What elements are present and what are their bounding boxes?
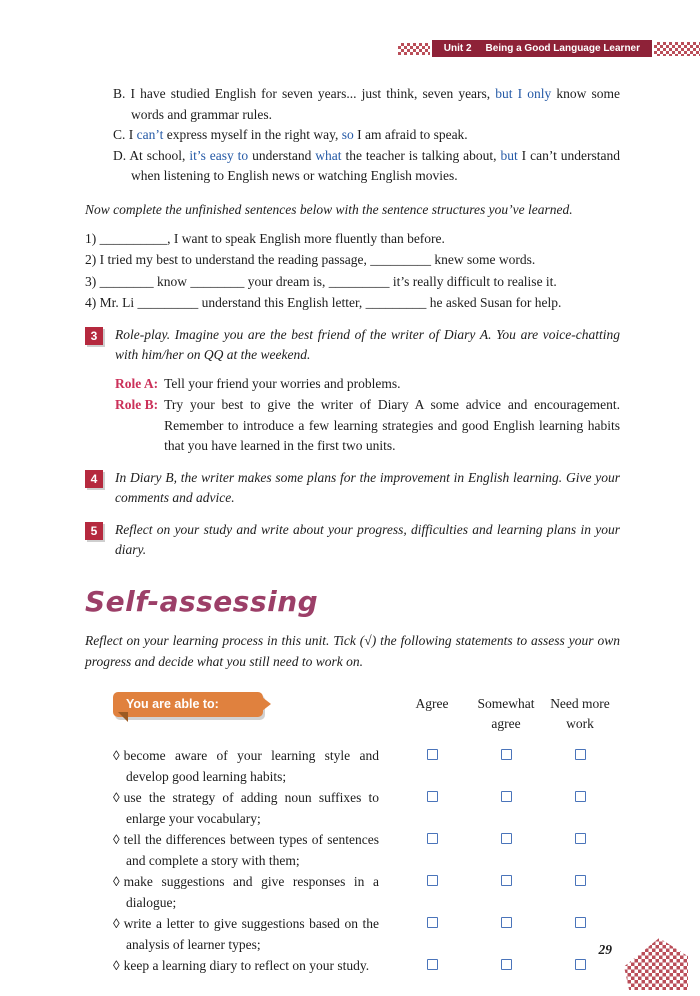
sentence-4: 4) Mr. Li _________ understand this English letter, _________ he asked Susan for help. <box>85 295 562 310</box>
answer-option-d <box>85 146 620 187</box>
section-title-self-assessing: Self-assessing <box>85 584 319 618</box>
text-segment: it’s easy to <box>189 147 249 163</box>
text-segment: what <box>315 147 342 163</box>
text-segment: know some words and grammar rules. <box>131 86 621 122</box>
role-b-line <box>115 395 620 457</box>
task-number-badge: 3 <box>85 327 103 345</box>
assessment-header-row <box>85 692 620 734</box>
self-assessing-intro: Reflect on your learning process in this unit. Tick (√) the following statements to assess your own progress and decide what you still need to work on. <box>85 632 620 669</box>
task-number-badge: 5 <box>85 522 103 540</box>
diamond-bullet: ◊ <box>113 957 120 973</box>
checkbox-agree[interactable] <box>427 875 438 886</box>
assessment-row <box>85 913 620 955</box>
role-play-roles <box>85 374 620 457</box>
assessment-item-label: write a letter to give suggestions based on the analysis of learner types; <box>123 915 379 952</box>
checkbox-agree[interactable] <box>427 833 438 844</box>
diamond-bullet: ◊ <box>113 831 120 847</box>
checkbox-agree[interactable] <box>427 749 438 760</box>
dot-pattern-left <box>398 43 430 55</box>
diamond-bullet: ◊ <box>113 789 120 805</box>
checkbox-somewhat-agree[interactable] <box>501 917 512 928</box>
role-a-line <box>115 374 620 395</box>
ribbon-label: You are able to: <box>126 697 219 711</box>
role-b-label: Role B: <box>115 397 159 412</box>
text-segment: I can’t understand when listening to English news or watching English movies. <box>131 147 621 183</box>
text-segment: can’t <box>136 127 164 142</box>
complete-sentences-prompt: Now complete the unfinished sentences below with the sentence structures you’ve learned. <box>85 201 573 217</box>
checkbox-need-more-work[interactable] <box>575 791 586 802</box>
role-b-text: Try your best to give the writer of Diary A some advice and encouragement. Remember to introduce a few learning strategies and good English learning habits that you have learned in the first two units. <box>164 397 620 453</box>
text-segment: but <box>500 147 518 163</box>
text-segment: the teacher is talking about, <box>341 147 501 163</box>
text-segment: understand <box>248 147 316 163</box>
assessment-item-label: keep a learning diary to reflect on your study. <box>123 957 370 973</box>
task-number-badge: 4 <box>85 470 103 488</box>
role-a-text: Tell your friend your worries and problems. <box>164 375 401 391</box>
assessment-item-label: tell the differences between types of sentences and complete a story with them; <box>123 831 379 868</box>
diamond-bullet: ◊ <box>113 915 120 931</box>
you-are-able-to-ribbon <box>113 692 263 717</box>
column-header-somewhat-agree: Somewhat agree <box>477 695 535 731</box>
unit-title: Being a Good Language Learner <box>485 43 640 54</box>
checkbox-need-more-work[interactable] <box>575 959 586 970</box>
diamond-bullet: ◊ <box>113 873 120 889</box>
assessment-table <box>85 692 620 976</box>
checkbox-need-more-work[interactable] <box>575 749 586 760</box>
text-segment: B. I have studied English for seven years... just think, seven years, <box>113 86 496 101</box>
task-3 <box>85 325 620 366</box>
checkbox-agree[interactable] <box>427 959 438 970</box>
diamond-bullet: ◊ <box>113 747 120 763</box>
assessment-item-label: become aware of your learning style and develop good learning habits; <box>123 747 379 784</box>
checkbox-somewhat-agree[interactable] <box>501 959 512 970</box>
answer-option-b <box>85 84 620 125</box>
sentence-3: 3) ________ know ________ your dream is, _________ it’s really difficult to realise it. <box>85 273 557 289</box>
page-number: 29 <box>598 942 612 957</box>
unit-banner <box>432 40 652 57</box>
assessment-row <box>85 787 620 829</box>
role-a-label: Role A: <box>115 375 159 391</box>
checkbox-somewhat-agree[interactable] <box>501 791 512 802</box>
text-segment: so <box>341 127 354 142</box>
task-4-instructions: In Diary B, the writer makes some plans for the improvement in English learning. Give your comments and advice. <box>115 469 620 505</box>
task-5 <box>85 520 620 561</box>
unit-label: Unit 2 <box>443 43 472 54</box>
task-5-instructions: Reflect on your study and write about your progress, difficulties and learning plans in your diary. <box>115 521 620 557</box>
unfinished-sentences <box>85 229 620 314</box>
task-3-instructions: Role-play. Imagine you are the best friend of the writer of Diary A. You are voice-chatting with him/her on QQ at the weekend. <box>115 326 620 362</box>
checkbox-somewhat-agree[interactable] <box>501 875 512 886</box>
answer-option-c <box>85 125 620 146</box>
text-segment: I am afraid to speak. <box>353 127 468 142</box>
assessment-row <box>85 745 620 787</box>
checkbox-agree[interactable] <box>427 917 438 928</box>
page-header <box>398 40 700 57</box>
checkbox-need-more-work[interactable] <box>575 833 586 844</box>
assessment-row <box>85 955 620 976</box>
assessment-item-label: make suggestions and give responses in a dialogue; <box>123 873 379 910</box>
text-segment: C. I <box>113 127 137 142</box>
sentence-2: 2) I tried my best to understand the reading passage, _________ knew some words. <box>85 252 536 267</box>
diary-answer-options <box>85 84 620 187</box>
checkbox-need-more-work[interactable] <box>575 917 586 928</box>
checkbox-somewhat-agree[interactable] <box>501 749 512 760</box>
ribbon-cell <box>85 692 395 717</box>
assessment-item-label: use the strategy of adding noun suffixes to enlarge your vocabulary; <box>123 789 379 826</box>
column-header-agree: Agree <box>415 695 449 711</box>
checkbox-agree[interactable] <box>427 791 438 802</box>
assessment-row <box>85 829 620 871</box>
checkbox-need-more-work[interactable] <box>575 875 586 886</box>
text-segment: but I only <box>495 86 552 101</box>
dot-pattern-right <box>654 42 700 56</box>
column-header-need-more-work: Need more work <box>550 695 610 731</box>
checkbox-somewhat-agree[interactable] <box>501 833 512 844</box>
text-segment: D. At school, <box>113 147 190 163</box>
sentence-1: 1) __________, I want to speak English more fluently than before. <box>85 230 445 246</box>
text-segment: express myself in the right way, <box>163 127 342 142</box>
assessment-row <box>85 871 620 913</box>
task-4 <box>85 468 620 509</box>
